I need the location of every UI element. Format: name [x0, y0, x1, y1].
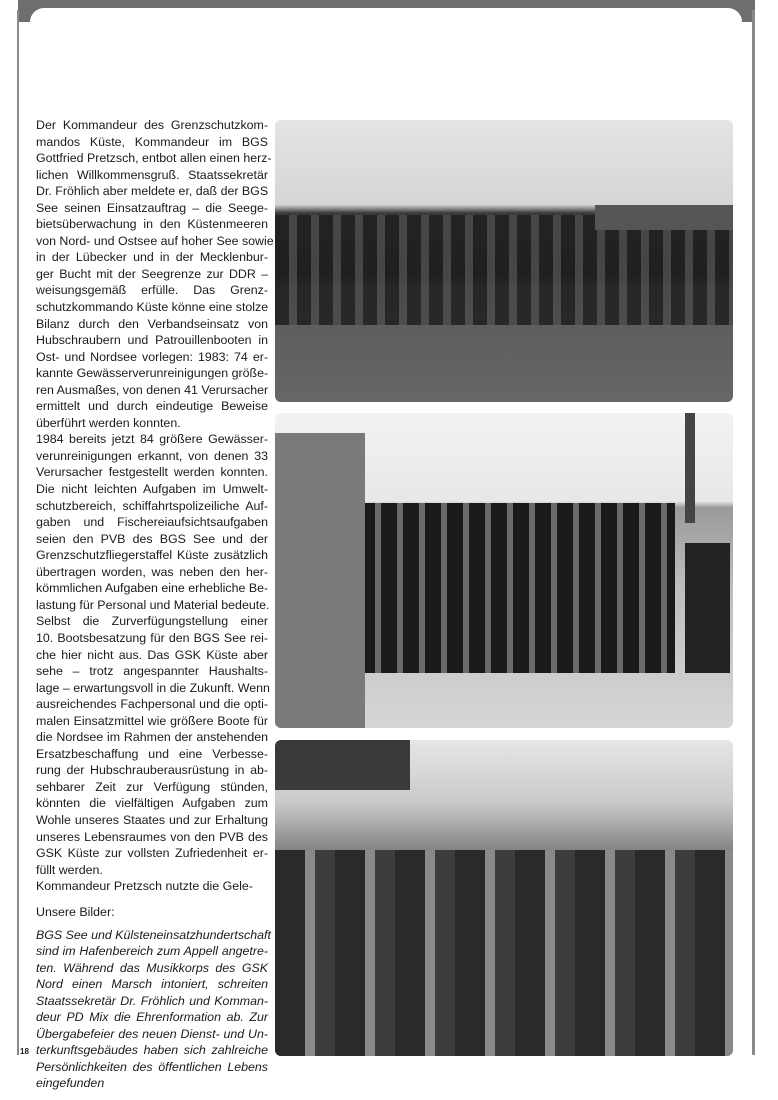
body-text-line: See seinen Einsatzauftrag – die Seege- [36, 200, 268, 215]
caption-heading: Unsere Bilder: [36, 905, 115, 919]
body-text-line: übertragen worden, was neben den her- [36, 564, 268, 579]
body-text-line: rung der Hubschrauberausrüstung in ab- [36, 763, 268, 778]
body-text-line: Ersatzbeschaffung und eine Verbesse- [36, 746, 268, 761]
body-text-line: lichen Willkommensgruß. Staatssekretär [36, 167, 268, 182]
body-text-line: ausreichendes Fachpersonal und die opti- [36, 697, 268, 712]
body-text-line: Dr. Fröhlich aber meldete er, daß der BGS [36, 184, 269, 199]
body-text-line: Bilanz durch den Verbandseinsatz von [36, 316, 268, 331]
page-top-inner [30, 8, 742, 28]
caption-text-line: eingefunden [36, 1076, 105, 1091]
caption-text-line: Staatssekretär Dr. Fröhlich und Komman- [36, 993, 268, 1008]
page-right-border [752, 10, 755, 1055]
body-text-line: Ost- und Nordsee vorlegen: 1983: 74 er- [36, 349, 268, 364]
body-text-line: schutzkommando Küste könne eine stolze [36, 300, 269, 315]
body-text-line: Die nicht leichten Aufgaben im Umwelt- [36, 482, 268, 497]
caption-text-line: deur PD Mix die Ehrenformation ab. Zur [36, 1010, 268, 1025]
caption-text-line: BGS See und Külsteneinsatzhundertschaft [36, 927, 271, 942]
body-text-line: sehe – trotz angespannter Haushalts- [36, 664, 268, 679]
body-text-line: malen Einsatzmittel wie größere Boote für [36, 713, 268, 728]
body-text-line: ger Bucht mit der Seegrenze zur DDR – [36, 266, 268, 281]
body-text-line: sehbarer Zeit zur Verfügung stünden, [36, 779, 268, 794]
caption-text-line: Übergabefeier des neuen Dienst- und Un- [36, 1026, 268, 1041]
body-text-line: in der Lübecker und in der Mecklenbur- [36, 250, 268, 265]
caption-text-line: ten. Während das Musikkorps des GSK [36, 960, 268, 975]
body-text-line: Selbst die Zurverfügungstellung einer [36, 614, 268, 629]
body-text-line: überführt werden konnten. [36, 415, 181, 430]
article-body [36, 117, 274, 895]
body-text-line: lastung für Personal und Material bedeute. [36, 597, 270, 612]
photo-caption [36, 904, 271, 1092]
body-text-line: Hubschraubern und Patrouillenbooten in [36, 333, 268, 348]
body-text-line: bietsüberwachung in den Küstenmeeren [36, 217, 268, 232]
body-text-line: 1984 bereits jetzt 84 größere Gewässer- [36, 432, 268, 447]
caption-text-line: terkunftsgebäudes haben sich zahlreiche [36, 1043, 268, 1058]
page-left-border [17, 10, 19, 1055]
body-text-line: von Nord- und Ostsee auf hoher See sowie [36, 233, 274, 248]
photo-dignitaries [275, 740, 733, 1056]
body-text-line: Gottfried Pretzsch, entbot allen einen herz- [36, 151, 272, 166]
body-text-line: verunreinigungen erkannt, von denen 33 [36, 448, 268, 463]
body-text-line: GSK Küste zur vollsten Zufriedenheit er- [36, 846, 268, 861]
photo-honor-formation [275, 413, 733, 728]
body-text-line: schutzbereich, schiffahrtspolizeiliche Auf- [36, 498, 268, 513]
body-text-line: kömmlichen Aufgaben eine erhebliche Be- [36, 581, 269, 596]
body-text-line: weisungsgemäß erfülle. Das Grenz- [36, 283, 268, 298]
body-text-line: mandos Küste, Kommandeur im BGS [36, 134, 268, 149]
caption-text-line: Nord einen Marsch intoniert, schreiten [36, 977, 268, 992]
body-text-line: kannte Gewässerverunreinigungen größe- [36, 366, 269, 381]
body-text-line: ren Ausmaßes, von denen 41 Verursacher [36, 382, 269, 397]
body-text-line: ermittelt und durch eindeutige Beweise [36, 399, 268, 414]
body-text-line: Der Kommandeur des Grenzschutzkom- [36, 118, 268, 132]
body-text-line: Grenzschutzfliegerstaffel Küste zusätzlich [36, 548, 268, 563]
body-text-line: lage – erwartungsvoll in die Zukunft. Wenn [36, 680, 270, 695]
body-text-line: könnten die vielfältigen Aufgaben zum [36, 796, 268, 811]
body-text-line: che hier nicht aus. Das GSK Küste aber [36, 647, 268, 662]
body-text-line: Verursacher festgestellt werden konnten. [36, 465, 268, 480]
caption-text-line: Persönlichkeiten des öffentlichen Lebens [36, 1059, 268, 1074]
caption-text [36, 927, 271, 1092]
page-number: 18 [20, 1047, 29, 1056]
body-text-line: gaben und Fischereiaufsichtsaufgaben [36, 515, 268, 530]
body-text-line: unseres Lebensraumes von den PVB des [36, 829, 268, 844]
caption-text-line: sind im Hafenbereich zum Appell angetre- [36, 944, 268, 959]
body-text-line: die Nordsee im Rahmen der anstehenden [36, 730, 268, 745]
photo-band-parade [275, 120, 733, 402]
body-text-line: Wohle unseres Staates und zur Erhaltung [36, 812, 268, 827]
body-text-line: seien den PVB des BGS See und der [36, 531, 268, 546]
body-text-line: 10. Bootsbesatzung für den BGS See rei- [36, 630, 268, 645]
body-text-line: füllt werden. [36, 862, 103, 877]
body-text-line: Kommandeur Pretzsch nutzte die Gele- [36, 879, 253, 894]
